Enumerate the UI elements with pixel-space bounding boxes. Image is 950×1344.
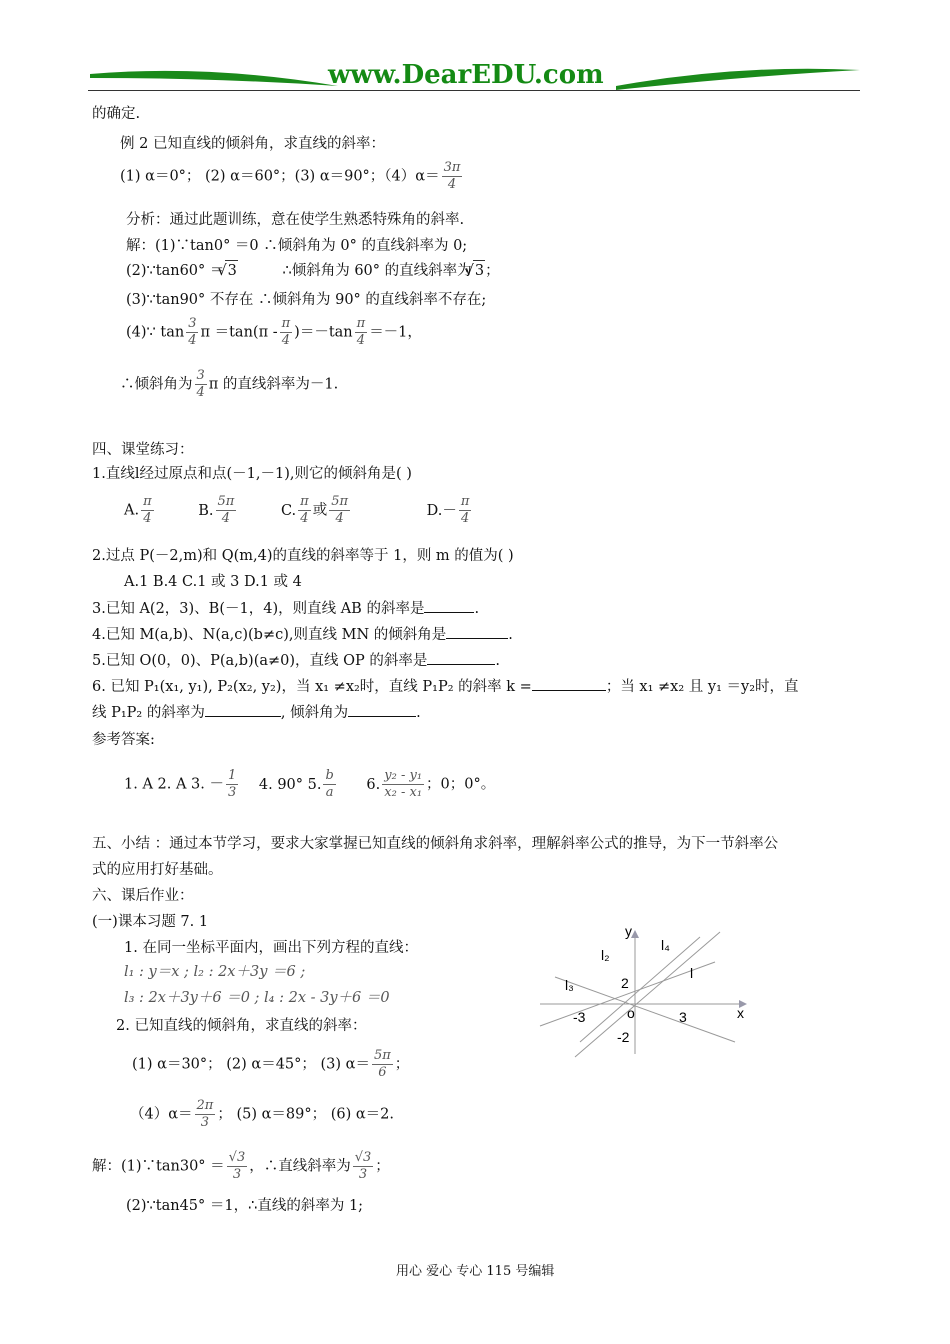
question-6: 6. 已知 P₁(x₁, y₁), P₂(x₂, y₂)，当 x₁ ≠x₂时，直线 P₁P₂ 的斜率 k = ；当 x₁ ≠x₂ 且 y₁ ＝y₂时，直 — [92, 676, 799, 697]
question-3: 3.已知 A(2，3)、B(－1，4)，则直线 AB 的斜率是 . — [92, 598, 479, 619]
text-sol2: (2)∵tan60° ＝√ 3 ∴倾斜角为 60° 的直线斜率为√ 3； — [126, 260, 500, 281]
summary-line-2: 式的应用打好基础。 — [92, 862, 223, 878]
solution-1: 解：(1)∵tan30° ＝ $\frac{√3}{3}$ ，∴直线斜率为 $\frac{√3}{3}$ ； — [92, 1150, 390, 1182]
tick-2: 2 — [621, 975, 629, 991]
homework-2-b: （4）α＝ $\frac{2\pi}{3}$ ； (5) α＝89°； (6) α＝2. — [130, 1098, 394, 1130]
header-logo: www.DearEDU.com — [328, 60, 604, 90]
section-practice: 四、课堂练习： — [92, 442, 194, 458]
text-sol4: (4)∵ tan $\frac{3}{4}$ π ＝tan(π - $\frac{\pi}{4}$ )＝－tan $\frac{\pi}{4}$ ＝－1， — [126, 316, 422, 348]
homework-lines-a: l₁ : y＝x ; l₂ : 2x＋3y ＝6 ; — [124, 964, 306, 980]
example-angles: (1) α＝0°； (2) α＝60°；(3) α＝90°；（4）α＝ $\frac{3\pi}{4}$ — [120, 160, 461, 192]
label-l3: l₃ — [565, 977, 574, 993]
question-1-options: A. $\frac{\pi}{4}$ B. $\frac{5\pi}{4}$ C. $\frac{\pi}{4}$ 或 $\frac{5\pi}{4}$ D.－ $\frac{\pi}{4}$ — [124, 494, 470, 526]
origin-label: o — [627, 1005, 635, 1021]
solution-2: (2)∵tan45° ＝1，∴直线的斜率为 1; — [126, 1198, 364, 1214]
homework-lines-b: l₃ : 2x＋3y＋6 ＝0 ; l₄ : 2x - 3y＋6 ＝0 — [124, 990, 390, 1006]
footer-text: 用心 爱心 专心 115 号编辑 — [396, 1264, 555, 1279]
question-2-options: A.1 B.4 C.1 或 3 D.1 或 4 — [124, 574, 302, 590]
text-analysis: 分析：通过此题训练，意在使学生熟悉特殊角的斜率. — [126, 212, 465, 228]
label-l2: l₂ — [601, 947, 610, 963]
label-l1: l — [690, 965, 694, 981]
homework-2-a: (1) α＝30°； (2) α＝45°； (3) α＝ $\frac{5\pi}{6}$ ； — [132, 1048, 410, 1080]
coordinate-graph — [535, 922, 755, 1062]
tick-minus-2: -2 — [617, 1029, 630, 1045]
text-sol4-conclusion: ∴倾斜角为 $\frac{3}{4}$ π 的直线斜率为－1. — [120, 368, 339, 400]
question-2: 2.过点 P(－2,m)和 Q(m,4)的直线的斜率等于 1，则 m 的值为( ) — [92, 548, 514, 564]
question-1: 1.直线l经过原点和点(－1,－1),则它的倾斜角是( ) — [92, 466, 412, 482]
homework-1: (一)课本习题 7. 1 — [92, 914, 209, 930]
text-l1: 的确定. — [92, 106, 141, 122]
question-4: 4.已知 M(a,b)、N(a,c)(b≠c),则直线 MN 的倾斜角是 . — [92, 624, 513, 645]
summary-line-1: 五、小结 ：通过本节学习，要求大家掌握已知直线的倾斜角求斜率，理解斜率公式的推导，为下一节斜率公 — [92, 836, 779, 852]
text-l2: 例 2 已知直线的倾斜角，求直线的斜率： — [120, 136, 385, 152]
fraction: $\frac{3\pi}{4}$ — [443, 160, 461, 192]
tick-3: 3 — [679, 1009, 687, 1025]
text-sol3: (3)∵tan90° 不存在 ∴倾斜角为 90° 的直线斜率不存在; — [126, 292, 487, 308]
homework-1-1: 1. 在同一坐标平面内，画出下列方程的直线： — [124, 940, 418, 956]
header-rule — [88, 90, 860, 91]
text-sol1: 解：(1)∵tan0° ＝0 ∴倾斜角为 0° 的直线斜率为 0; — [126, 238, 468, 254]
label-l4: l₄ — [661, 937, 670, 953]
y-axis-label: y — [625, 923, 632, 939]
section-homework: 六、课后作业： — [92, 888, 194, 904]
answers-line: 1. A 2. A 3. － $\frac{1}{3}$ 4. 90° 5. $\frac{b}{a}$ 6. $\frac{\text{y₂ - y₁}}{\text{x₂ - x₁}}$ ；0；0°。 — [124, 768, 496, 800]
question-6-cont: 线 P₁P₂ 的斜率为 , 倾斜角为 . — [92, 702, 421, 723]
question-5: 5.已知 O(0，0)、P(a,b)(a≠0)，直线 OP 的斜率是 . — [92, 650, 500, 671]
tick-minus-3: -3 — [573, 1009, 586, 1025]
answers-title: 参考答案: — [92, 732, 155, 748]
x-axis-label: x — [737, 1005, 744, 1021]
homework-2: 2. 已知直线的倾斜角，求直线的斜率： — [116, 1018, 367, 1034]
header-banner — [88, 60, 863, 96]
